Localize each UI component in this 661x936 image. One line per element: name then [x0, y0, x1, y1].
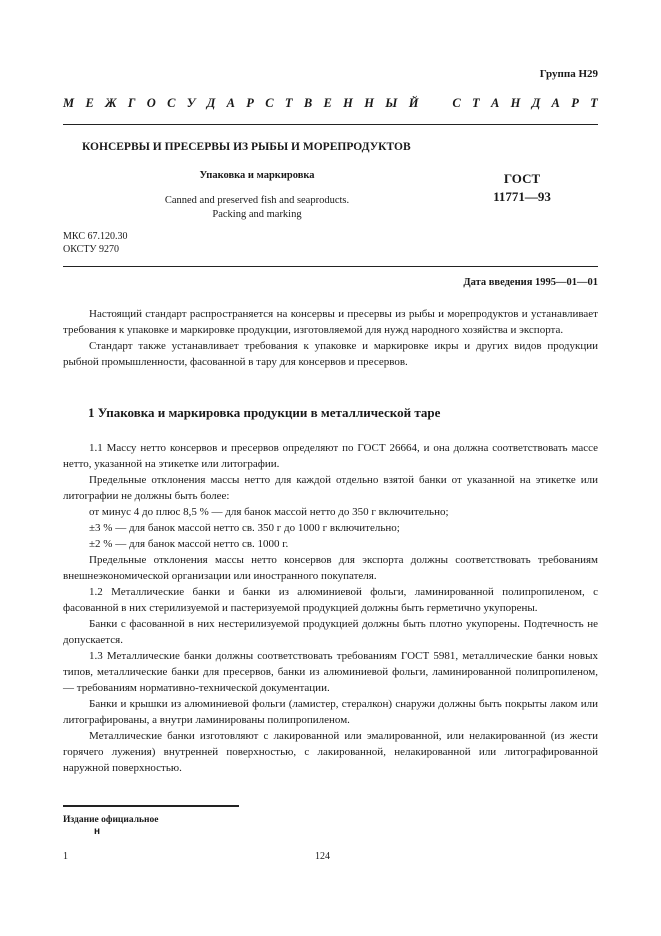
banner-letter: Т: [284, 96, 293, 110]
list-item: от минус 4 до плюс 8,5 % — для банок массой нетто до 350 г включительно;: [89, 506, 449, 518]
gost-label: ГОСТ: [503, 171, 541, 186]
banner-letter: Т: [590, 96, 598, 110]
english-title-line1: Canned and preserved fish and seaproducts.: [164, 195, 350, 206]
banner-letter: С: [265, 96, 274, 110]
banner-letter: Д: [531, 96, 541, 110]
intro-text: [63, 306, 598, 370]
document-title: КОНСЕРВЫ И ПРЕСЕРВЫ ИЗ РЫБЫ И МОРЕПРОДУКТОВ: [82, 141, 411, 153]
banner-letter: С: [167, 96, 176, 110]
banner-letter: Н: [510, 96, 521, 110]
paragraph: 1.2 Металлические банки и банки из алюминиевой фольги, ламинированной полипропиленом, с фасованной в них стерилизуемой и пастеризуемой продукцией должны быть герметично укупорены.: [63, 586, 598, 614]
page-number: 124: [315, 851, 330, 862]
banner-letter: Р: [571, 96, 579, 110]
list-item: ±2 % — для банок массой нетто св. 1000 г.: [89, 538, 289, 550]
intro-paragraph: Настоящий стандарт распространяется на консервы и пресервы из рыбы и морепродуктов и устанавливает требования к упаковке и маркировке продукции, изготовляемой для нужд народного хозяйства и экспорта.: [63, 308, 598, 336]
sheet-number: 1: [63, 851, 68, 862]
banner-letter: Е: [323, 96, 332, 110]
banner-letter: А: [226, 96, 235, 110]
banner-letter: Й: [408, 96, 419, 110]
intro-paragraph: Стандарт также устанавливает требования к упаковке и маркировке икры и других видов продукции рыбной промышленности, фасованной в тару для консервов и пресервов.: [63, 340, 598, 368]
classification-codes: [63, 230, 127, 256]
banner-letter: А: [551, 96, 560, 110]
section-text: [63, 440, 598, 776]
okstu-code: ОКСТУ 9270: [63, 244, 120, 255]
mks-code: МКС 67.120.30: [63, 231, 128, 242]
paragraph: 1.1 Массу нетто консервов и пресервов определяют по ГОСТ 26664, и она должна соответствовать массе нетто, указанной на этикетке или литографии.: [63, 442, 598, 470]
banner-letter: Е: [85, 96, 94, 110]
banner-letter: Ж: [105, 96, 117, 110]
paragraph: Банки и крышки из алюминиевой фольги (ламистер, стералкон) снаружи должны быть покрыты лаком или литографированы, а внутри ламинированы полипропиленом.: [63, 698, 598, 726]
banner-letter: М: [63, 96, 75, 110]
edition-mark: н: [94, 826, 101, 837]
banner-letter: Т: [472, 96, 480, 110]
standard-banner: [63, 96, 598, 111]
header-divider: [63, 124, 598, 125]
paragraph: 1.3 Металлические банки должны соответствовать требованиям ГОСТ 5981, металлические банки новых типов, металлические банки для пресервов, банки из алюминиевой фольги, ламинированной полипропиленом, — требованиям нормативно-технической документации.: [63, 650, 598, 694]
banner-letter: Д: [206, 96, 216, 110]
paragraph: Предельные отклонения массы нетто для каждой отдельно взятой банки от указанной на этикетке или литографии не должны быть более:: [63, 474, 598, 502]
banner-letter: Ы: [385, 96, 398, 110]
banner-letter: Н: [343, 96, 353, 110]
banner-letter: С: [452, 96, 461, 110]
footer-divider: [63, 805, 239, 807]
gost-number: [482, 170, 562, 206]
banner-letter: Г: [127, 96, 136, 110]
banner-letter: В: [303, 96, 313, 110]
official-edition-label: Издание официальное: [63, 815, 159, 825]
banner-letter: Н: [364, 96, 374, 110]
banner-letter: А: [490, 96, 500, 110]
codes-divider: [63, 266, 598, 267]
paragraph: Предельные отклонения массы нетто консервов для экспорта должны соответствовать требованиям внешнеэкономической организации или иностранного покупателя.: [63, 554, 598, 582]
banner-letter: О: [146, 96, 156, 110]
section-heading: 1 Упаковка и маркировка продукции в металлической таре: [88, 405, 441, 420]
group-label: Группа Н29: [539, 68, 598, 80]
paragraph: Банки с фасованной в них нестерилизуемой продукцией должны быть плотно укупорены. Подтечность не допускается.: [63, 618, 598, 646]
list-item: ±3 % — для банок массой нетто св. 350 г до 1000 г включительно;: [89, 522, 400, 534]
english-title: [82, 194, 432, 222]
document-subtitle: Упаковка и маркировка: [199, 170, 315, 181]
effective-date: Дата введения 1995—01—01: [463, 277, 598, 288]
banner-letter: Р: [246, 96, 254, 110]
paragraph: Металлические банки изготовляют с лакированной или эмалированной, или нелакированной (из жести горячего лужения) внутренней поверхностью, с лакированной, нелакированной или литографированной наружной поверхностью.: [63, 730, 598, 774]
banner-letter: У: [186, 96, 196, 110]
gost-code: 11771—93: [493, 189, 551, 204]
english-title-line2: Packing and marking: [212, 209, 302, 220]
